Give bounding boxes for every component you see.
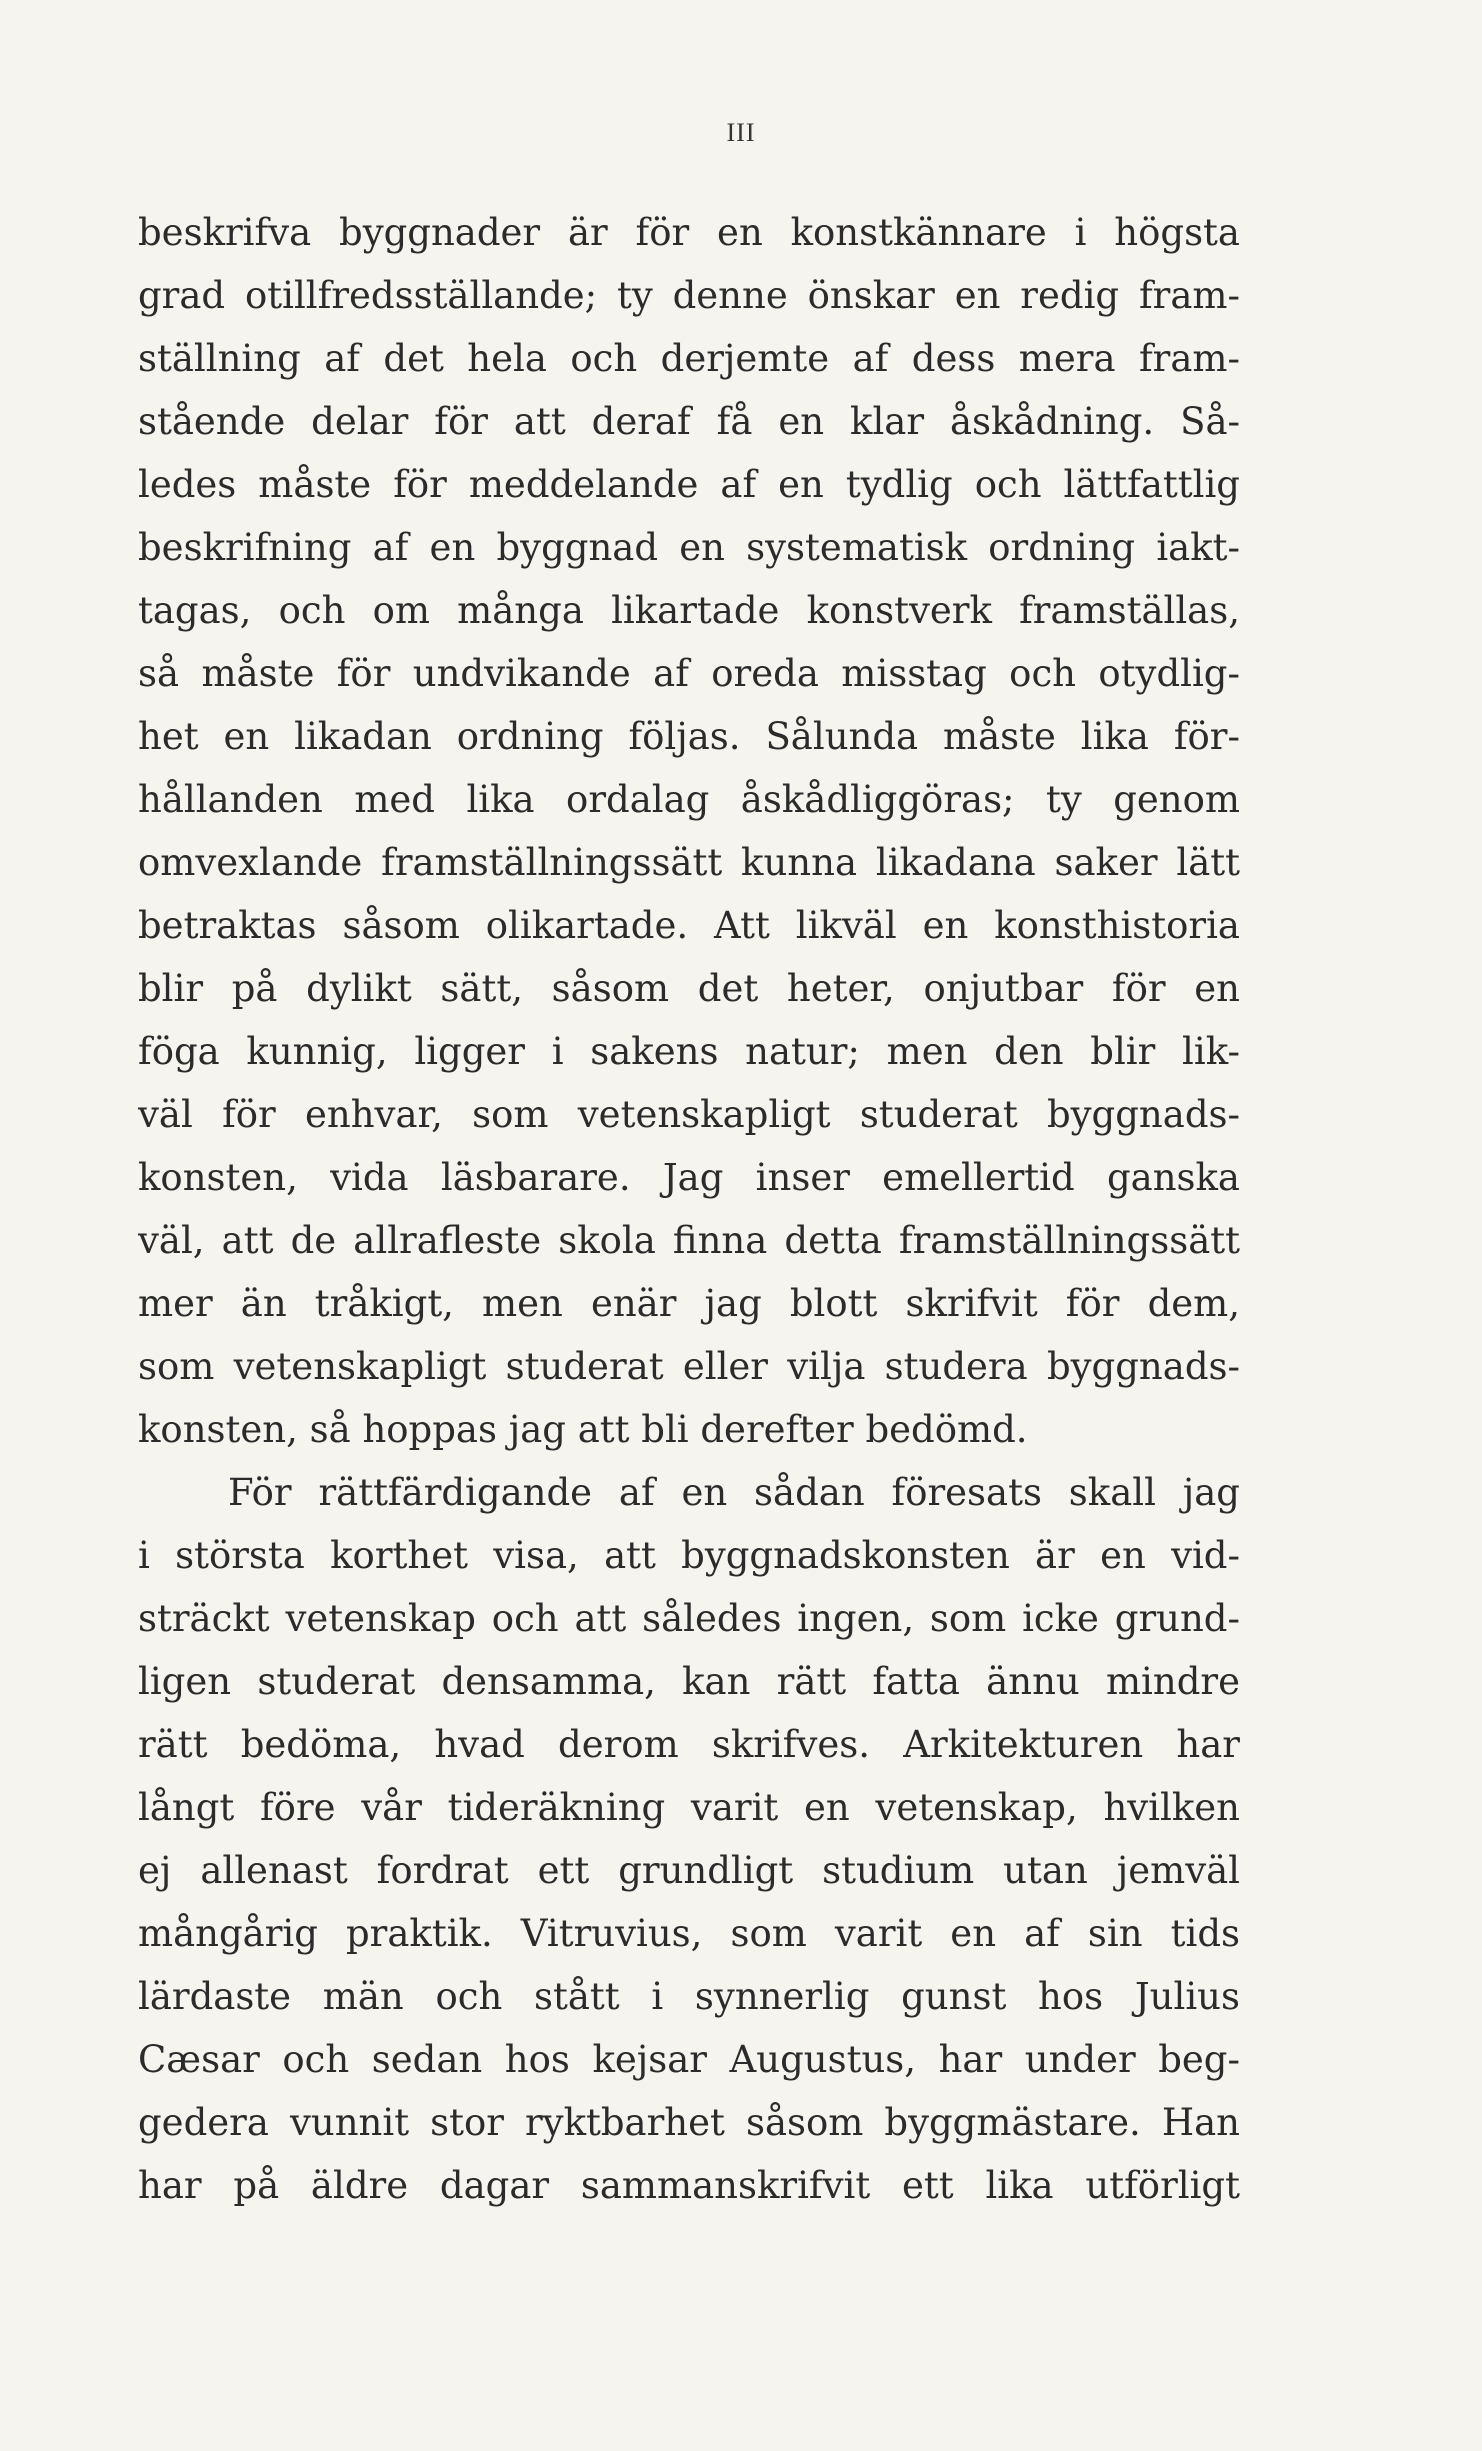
- text-line: beskrifning af en byggnad en systematisk ordning iakt-: [138, 526, 1240, 569]
- text-line: ligen studerat densamma, kan rätt fatta ännu mindre: [138, 1660, 1240, 1703]
- text-line: beskrifva byggnader är för en konstkännare i högsta: [138, 211, 1240, 254]
- text-line: lärdaste män och stått i synnerlig gunst hos Julius: [138, 1975, 1240, 2018]
- text-line-paragraph-start: För rättfärdigande af en sådan föresats skall jag: [228, 1471, 1240, 1514]
- body-text: [138, 201, 1240, 2217]
- text-line: mångårig praktik. Vitruvius, som varit en af sin tids: [138, 1912, 1240, 1955]
- text-line-paragraph-end: konsten, så hoppas jag att bli derefter bedömd.: [138, 1408, 1028, 1451]
- text-line: rätt bedöma, hvad derom skrifves. Arkitekturen har: [138, 1723, 1240, 1766]
- text-line: har på äldre dagar sammanskrifvit ett lika utförligt: [138, 2164, 1240, 2207]
- text-line: ej allenast fordrat ett grundligt studium utan jemväl: [138, 1849, 1240, 1892]
- text-line: föga kunnig, ligger i sakens natur; men den blir lik-: [138, 1030, 1240, 1073]
- text-line: blir på dylikt sätt, såsom det heter, onjutbar för en: [138, 967, 1240, 1010]
- text-line: sträckt vetenskap och att således ingen, som icke grund-: [138, 1597, 1240, 1640]
- text-line: grad otillfredsställande; ty denne önskar en redig fram-: [138, 274, 1240, 317]
- text-line: i största korthet visa, att byggnadskonsten är en vid-: [138, 1534, 1240, 1577]
- text-line: som vetenskapligt studerat eller vilja studera byggnads-: [138, 1345, 1240, 1388]
- text-line: stående delar för att deraf få en klar åskådning. Så-: [138, 400, 1240, 443]
- text-line: så måste för undvikande af oreda misstag och otydlig-: [138, 652, 1240, 695]
- text-line: mer än tråkigt, men enär jag blott skrifvit för dem,: [138, 1282, 1240, 1325]
- text-line: långt före vår tideräkning varit en vetenskap, hvilken: [138, 1786, 1240, 1829]
- text-line: hållanden med lika ordalag åskådliggöras; ty genom: [138, 778, 1240, 821]
- page-number: III: [726, 118, 756, 147]
- text-line: ställning af det hela och derjemte af dess mera fram-: [138, 337, 1240, 380]
- text-line: gedera vunnit stor ryktbarhet såsom byggmästare. Han: [138, 2101, 1240, 2144]
- text-line: Cæsar och sedan hos kejsar Augustus, har under beg-: [138, 2038, 1240, 2081]
- text-line: omvexlande framställningssätt kunna likadana saker lätt: [138, 841, 1240, 884]
- text-line: väl för enhvar, som vetenskapligt studerat byggnads-: [138, 1093, 1240, 1136]
- text-line: tagas, och om många likartade konstverk framställas,: [138, 589, 1240, 632]
- text-line: ledes måste för meddelande af en tydlig och lättfattlig: [138, 463, 1240, 506]
- text-line: het en likadan ordning följas. Sålunda måste lika för-: [138, 715, 1240, 758]
- text-line: väl, att de allrafleste skola finna detta framställningssätt: [138, 1219, 1240, 1262]
- text-line: betraktas såsom olikartade. Att likväl en konsthistoria: [138, 904, 1240, 947]
- text-line: konsten, vida läsbarare. Jag inser emellertid ganska: [138, 1156, 1240, 1199]
